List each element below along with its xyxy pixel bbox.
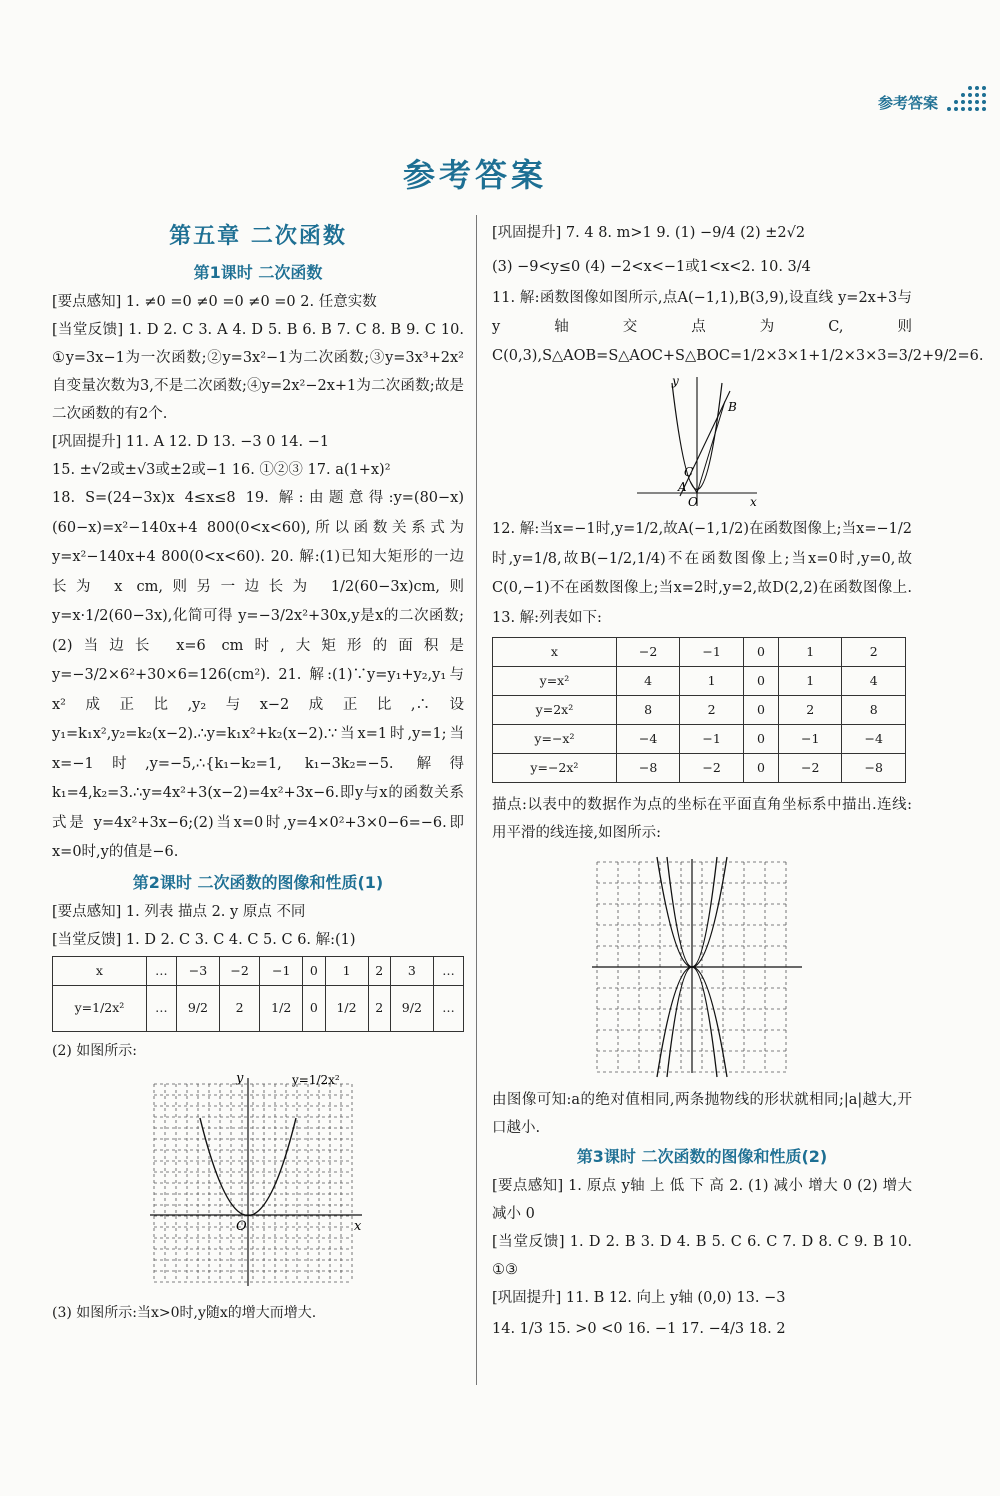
table-cell: 1 bbox=[778, 638, 842, 667]
dot bbox=[982, 100, 986, 104]
l1-para-2: [当堂反馈] 1. D 2. C 3. A 4. D 5. B 6. B 7. C 8. B 9. C 10. ①y=3x−1为一次函数;②y=3x²−1为二次函数;③y=3x³+2x² 自变量次数为3,不是二次函数;④y=2x²−2x+1为二次函数;故是二次函数的有2个. bbox=[52, 322, 464, 422]
l3-para-3: [巩固提升] 11. B 12. 向上 y轴 (0,0) 13. −3 bbox=[492, 1290, 786, 1306]
l1-para-5: 18. S=(24−3x)x 4≤x≤8 19. 解:由题意得:y=(80−x)(60−x)=x²−140x+4 800(0<x<60),所以函数关系式为 y=x²−140x+4 800(0<x<60). 20. 解:(1)已知大矩形的一边长为 x cm,则另一边长为 1/2(60−3x)cm,则 y=x·1/2(60−3x),化简可得 y=−3/2x²+30x,y是x的二次函数;(2)当边长 x=6 cm时,大矩形的面积是 y=−3/2×6²+30×6=126(cm²). 21. 解:(1)∵y=y₁+y₂,y₁与x²成正比,y₂与x−2成正比,∴设 y₁=k₁x²,y₂=k₂(x−2).∴y=k₁x²+k₂(x−2).∵当x=1时,y=1;当x=−1时,y=−5,∴{k₁−k₂=1, k₁−3k₂=−5. 解得 k₁=4,k₂=3.∴y=4x²+3(x−2)=4x²+3x−6.即y与x的函数关系式是 y=4x²+3x−6;(2)当x=0时,y=4×0²+3×0−6=−6.即x=0时,y的值是−6. bbox=[52, 490, 464, 860]
table-cell: … bbox=[433, 956, 463, 985]
r-para-6: 由图像可知:a的绝对值相同,两条抛物线的形状就相同;|a|越大,开口越小. bbox=[492, 1092, 912, 1136]
table-cell: −2 bbox=[778, 754, 842, 783]
l1-para-3: [巩固提升] 11. A 12. D 13. −3 0 14. −1 bbox=[52, 434, 330, 450]
r-para-3: 11. 解:函数图像如图所示,点A(−1,1),B(3,9),设直线 y=2x+3与y轴交点为C,则 C(0,3),S△AOB=S△AOC+S△BOC=1/2×3×1+1/2×3×3=3/2+9/2=6. bbox=[492, 290, 984, 364]
table-cell: −8 bbox=[616, 754, 680, 783]
column-divider bbox=[476, 215, 477, 1385]
dot bbox=[954, 100, 958, 104]
table-cell: 0 bbox=[743, 667, 778, 696]
table-row bbox=[53, 985, 464, 1031]
table-cell: −2 bbox=[219, 956, 259, 985]
table-cell: 1/2 bbox=[325, 985, 368, 1031]
line-curve bbox=[680, 391, 730, 496]
table-cell: 2 bbox=[219, 985, 259, 1031]
lesson2-title: 第2课时 二次函数的图像和性质(1) bbox=[132, 872, 384, 892]
table-cell: 1 bbox=[680, 667, 744, 696]
table-cell: 2 bbox=[842, 638, 906, 667]
table-cell: 0 bbox=[743, 754, 778, 783]
table-cell: 8 bbox=[842, 696, 906, 725]
dot bbox=[968, 100, 972, 104]
table-cell: … bbox=[433, 985, 463, 1031]
dot bbox=[982, 93, 986, 97]
point-a-label: A bbox=[678, 480, 687, 494]
dot bbox=[982, 107, 986, 111]
r-para-4: 12. 解:当x=−1时,y=1/2,故A(−1,1/2)在函数图像上;当x=−1/2时,y=1/8,故B(−1/2,1/4)不在函数图像上;当x=0时,y=0,故C(0,−1)不在函数图像上;当x=2时,y=2,故D(2,2)在函数图像上. 13. 解:列表如下: bbox=[492, 521, 912, 626]
line-parabola-figure bbox=[492, 371, 912, 511]
table-cell: 2 bbox=[680, 696, 744, 725]
r-para-5: 描点:以表中的数据作为点的坐标在平面直角坐标系中描出.连线:用平滑的线连接,如图所示: bbox=[492, 797, 912, 841]
dot bbox=[975, 93, 979, 97]
table-cell: … bbox=[146, 985, 176, 1031]
x-axis-label: x bbox=[750, 495, 757, 509]
dot bbox=[975, 100, 979, 104]
table-cell: −2 bbox=[680, 754, 744, 783]
table-cell: 0 bbox=[303, 956, 325, 985]
table-cell: 8 bbox=[616, 696, 680, 725]
table-cell: 9/2 bbox=[390, 985, 433, 1031]
table-cell: y=1/2x² bbox=[53, 985, 147, 1031]
table-cell: x bbox=[53, 956, 147, 985]
table-cell: y=−x² bbox=[493, 725, 617, 754]
values-table-2 bbox=[492, 637, 906, 783]
dot bbox=[968, 107, 972, 111]
table-cell: 1 bbox=[325, 956, 368, 985]
table-cell: 0 bbox=[303, 985, 325, 1031]
table-row bbox=[493, 638, 906, 667]
table-cell: 3 bbox=[390, 956, 433, 985]
dot bbox=[961, 93, 965, 97]
dot bbox=[975, 107, 979, 111]
x-axis-label: x bbox=[354, 1218, 362, 1234]
table-row bbox=[493, 667, 906, 696]
table-row bbox=[493, 696, 906, 725]
header-label: 参考答案 bbox=[877, 94, 938, 112]
dot bbox=[975, 86, 979, 90]
table-cell: −8 bbox=[842, 754, 906, 783]
table-cell: −1 bbox=[680, 725, 744, 754]
table-cell: 4 bbox=[842, 667, 906, 696]
table-cell: 2 bbox=[368, 956, 390, 985]
table-cell: y=−2x² bbox=[493, 754, 617, 783]
point-c-label: C bbox=[684, 465, 694, 479]
table-cell: 1/2 bbox=[260, 985, 303, 1031]
header-dots-icon bbox=[942, 82, 986, 116]
table-cell: 4 bbox=[616, 667, 680, 696]
l1-para-4: 15. ±√2或±√3或±2或−1 16. ①②③ 17. a(1+x)² bbox=[52, 462, 391, 478]
table-cell: −2 bbox=[616, 638, 680, 667]
l1-para-1: [要点感知] 1. ≠0 =0 ≠0 =0 ≠0 =0 2. 任意实数 bbox=[52, 294, 377, 310]
segment-ao bbox=[690, 481, 697, 493]
r-para-2: (3) −9<y≤0 (4) −2<x<−1或1<x<2. 10. 3/4 bbox=[492, 259, 811, 275]
table-cell: 1 bbox=[778, 667, 842, 696]
table-cell: −1 bbox=[778, 725, 842, 754]
table-row bbox=[493, 754, 906, 783]
l3-para-4: 14. 1/3 15. >0 <0 16. −1 17. −4/3 18. 2 bbox=[492, 1321, 786, 1337]
l2-para-1: [要点感知] 1. 列表 描点 2. y 原点 不同 bbox=[52, 903, 306, 920]
table-cell: 0 bbox=[743, 696, 778, 725]
dot bbox=[961, 107, 965, 111]
table-cell: 9/2 bbox=[176, 985, 219, 1031]
table-cell: −4 bbox=[842, 725, 906, 754]
four-parabolas-graph bbox=[492, 853, 912, 1078]
caption-3: (3) 如图所示:当x>0时,y随x的增大而增大. bbox=[52, 1304, 317, 1321]
table-cell: −3 bbox=[176, 956, 219, 985]
curve-label: y=1/2x² bbox=[292, 1072, 340, 1087]
segment-ob bbox=[697, 401, 725, 493]
table-cell: x bbox=[493, 638, 617, 667]
l3-para-2: [当堂反馈] 1. D 2. B 3. D 4. B 5. C 6. C 7. D 8. C 9. B 10. ①③ bbox=[492, 1234, 912, 1278]
right-column bbox=[492, 216, 984, 1346]
table-cell: … bbox=[146, 956, 176, 985]
dot bbox=[961, 100, 965, 104]
dot bbox=[982, 86, 986, 90]
table-cell: y=2x² bbox=[493, 696, 617, 725]
l3-para-1: [要点感知] 1. 原点 y轴 上 低 下 高 2. (1) 减小 增大 0 (2) 增大 减小 0 bbox=[492, 1178, 912, 1222]
table-cell: −1 bbox=[680, 638, 744, 667]
table-cell: 0 bbox=[743, 725, 778, 754]
lesson1-title: 第1课时 二次函数 bbox=[193, 263, 323, 282]
table-cell: 0 bbox=[743, 638, 778, 667]
y-axis-label: y bbox=[672, 374, 679, 388]
table-cell: y=x² bbox=[493, 667, 617, 696]
table-cell: 2 bbox=[368, 985, 390, 1031]
l2-para-2: [当堂反馈] 1. D 2. C 3. C 4. C 5. C 6. 解:(1) bbox=[52, 931, 356, 948]
y-axis-label: y bbox=[236, 1070, 244, 1086]
origin-label: O bbox=[688, 495, 698, 509]
lesson3-title: 第3课时 二次函数的图像和性质(2) bbox=[576, 1147, 828, 1166]
left-column bbox=[52, 216, 464, 1326]
table-cell: 2 bbox=[778, 696, 842, 725]
table-cell: −1 bbox=[260, 956, 303, 985]
origin-label: O bbox=[236, 1218, 247, 1234]
values-table-1 bbox=[52, 956, 464, 1032]
point-b-label: B bbox=[728, 400, 737, 414]
table-row bbox=[53, 956, 464, 985]
dot bbox=[947, 107, 951, 111]
dot bbox=[954, 107, 958, 111]
parabola-graph-1 bbox=[52, 1068, 464, 1298]
dot bbox=[968, 93, 972, 97]
table-cell: −4 bbox=[616, 725, 680, 754]
r-para-1: [巩固提升] 7. 4 8. m>1 9. (1) −9/4 (2) ±2√2 bbox=[492, 225, 806, 241]
chapter-title: 第五章 二次函数 bbox=[169, 224, 347, 249]
table-row bbox=[493, 725, 906, 754]
dot bbox=[968, 86, 972, 90]
caption-2: (2) 如图所示: bbox=[52, 1042, 137, 1059]
page-title: 参考答案 bbox=[402, 156, 547, 194]
